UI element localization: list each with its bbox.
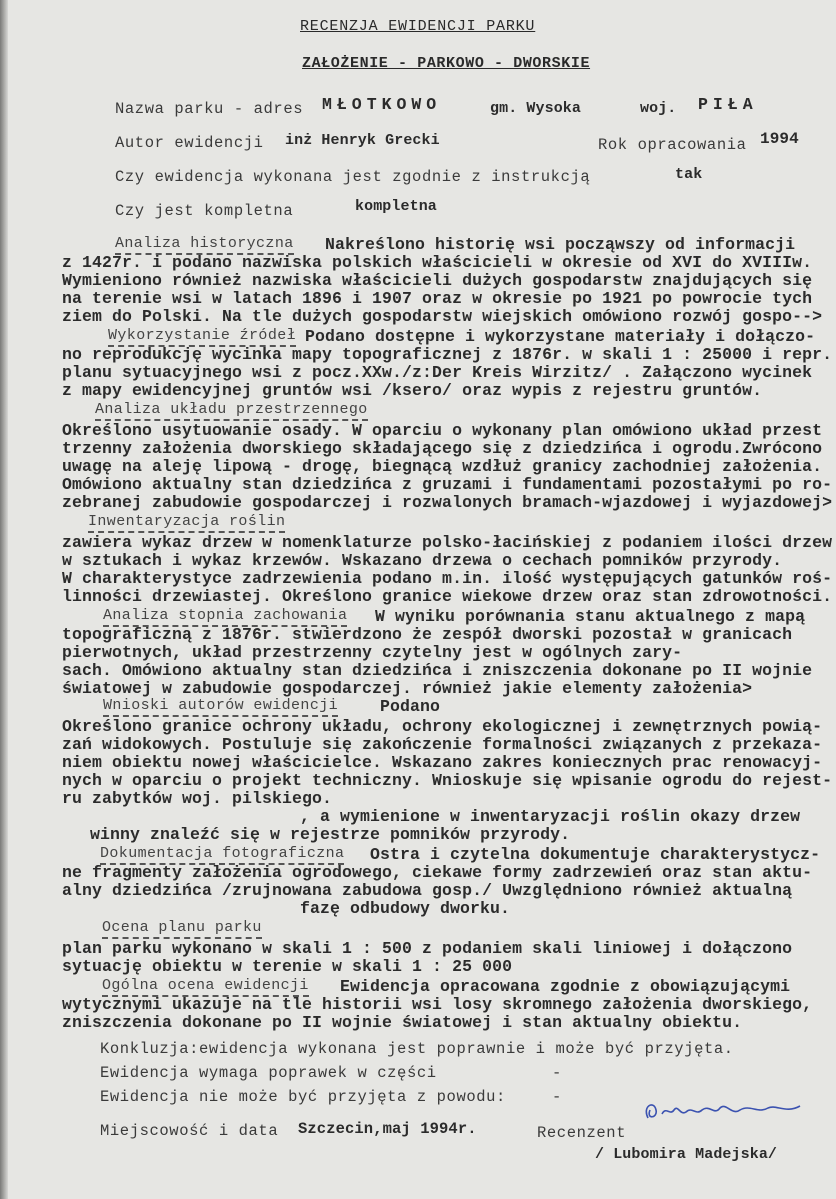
section-heading: Ocena planu parku	[102, 920, 262, 939]
woj-value: PIŁA	[698, 95, 758, 114]
reviewer-signature	[640, 1096, 810, 1124]
section-heading: Wykorzystanie źródeł	[108, 328, 296, 347]
section-heading: Wnioski autorów ewidencji	[103, 698, 338, 717]
complete-answer: kompletna	[355, 198, 437, 215]
section-text-line: Wymieniono również nazwiska właścicieli dużych gospodarstw znajdujących się	[62, 271, 813, 290]
author-value: inż Henryk Grecki	[285, 132, 440, 149]
reviewer-label: Recenzent	[537, 1124, 627, 1142]
section-text-line: W charakterystyce zadrzewienia podano m.in. ilość występujących gatunków roś-	[62, 569, 833, 588]
section-text-line: , a wymienione w inwentaryzacji roślin okazy drzew	[300, 807, 801, 826]
park-label: Nazwa parku - adres	[115, 100, 304, 118]
conclusion-needs-fixes-value: -	[552, 1064, 562, 1082]
section-text-line: wytycznymi ukazuje na tle historii wsi losy skromnego założenia dworskiego,	[62, 995, 813, 1014]
section-text-line: nych w oparciu o projekt techniczny. Wnioskuje się wpisanie ogrodu do rejest-	[62, 771, 833, 790]
section-text-line: Ewidencja opracowana zgodnie z obowiązującymi	[340, 977, 791, 996]
section-text-line: ziem do Polski. Na tle dużych gospodarstw wiejskich omówiono rozwój gospo-->	[62, 307, 823, 326]
section-heading: Inwentaryzacja roślin	[88, 514, 285, 533]
section-text-line: światowej w zabudowie gospodarczej. również jakie elementy założenia>	[62, 679, 753, 698]
section-heading: Dokumentacja fotograficzna	[100, 846, 344, 865]
gmina: gm. Wysoka	[490, 100, 582, 117]
section-text-line: ne fragmenty założenia ogrodowego, ciekawe formy zadrzewień oraz stan aktu-	[62, 863, 813, 882]
section-heading: Ogólna ocena ewidencji	[102, 978, 309, 997]
year-label: Rok opracowania	[598, 136, 747, 154]
place-date: Szczecin,maj 1994r.	[298, 1120, 477, 1138]
section-text-line: winny znaleźć się w rejestrze pomników przyrody.	[90, 825, 571, 844]
section-text-line: na terenie wsi w latach 1896 i 1907 oraz w okresie po 1921 po powrocie tych	[62, 289, 813, 308]
section-text-line: Nakreślono historię wsi począwszy od informacji	[325, 235, 796, 254]
page-edge	[0, 0, 8, 1199]
section-text-line: Ostra i czytelna dokumentuje charakterystycz-	[370, 845, 821, 864]
section-text-line: Podano dostępne i wykorzystane materiały i dołączo-	[305, 327, 816, 346]
section-text-line: trzenny założenia dworskiego składającego się z dziedzińca i ogrodu.Zwrócono	[62, 439, 823, 458]
document-subtitle: ZAŁOŻENIE - PARKOWO - DWORSKIE	[302, 55, 591, 72]
section-text-line: zniszczenia dokonane po II wojnie światowej i stan aktualny obiektu.	[62, 1013, 743, 1032]
instruction-question: Czy ewidencja wykonana jest zgodnie z instrukcją	[115, 168, 591, 186]
section-text-line: plan parku wykonano w skali 1 : 500 z podaniem skali liniowej i dołączono	[62, 939, 793, 958]
woj-label: woj.	[640, 100, 677, 117]
section-text-line: Omówiono aktualny stan dziedzińca z gruzami i fundamentami pozostałymi po ro-	[62, 475, 833, 494]
section-text-line: Określono granice ochrony układu, ochrony ekologicznej i zewnętrznych powią-	[62, 717, 823, 736]
section-text-line: ru zabytków woj. pilskiego.	[62, 789, 333, 808]
section-text-line: no reprodukcję wycinka mapy topograficznej z 1876r. w skali 1 : 25000 i repr.	[62, 345, 833, 364]
conclusion-rejected-value: -	[552, 1088, 562, 1106]
instruction-answer: tak	[675, 166, 703, 183]
conclusion-accepted: Konkluzja:ewidencja wykonana jest poprawnie i może być przyjęta.	[100, 1040, 734, 1058]
conclusion-rejected: Ewidencja nie może być przyjęta z powodu:	[100, 1088, 506, 1106]
section-text-line: Określono usytuowanie osady. W oparciu o wykonany plan omówiono układ przest	[62, 421, 823, 440]
conclusion-needs-fixes: Ewidencja wymaga poprawek w części	[100, 1064, 437, 1082]
section-heading: Analiza stopnia zachowania	[103, 608, 347, 627]
section-text-line: planu sytuacyjnego wsi z pocz.XXw./z:Der Kreis Wirzitz/ . Załączono wycinek	[62, 363, 813, 382]
year-value: 1994	[760, 130, 799, 148]
section-text-line: z mapy ewidencyjnej gruntów wsi /ksero/ oraz wypis z rejestru gruntów.	[62, 381, 763, 400]
section-text-line: fazę odbudowy dworku.	[300, 899, 511, 918]
complete-question: Czy jest kompletna	[115, 202, 294, 220]
section-text-line: sytuację obiektu w terenie w skali 1 : 25 000	[62, 957, 513, 976]
section-text-line: zań widokowych. Postuluje się zakończenie formalności związanych z przekaza-	[62, 735, 823, 754]
section-text-line: zebranej zabudowie gospodarczej i rozwalonych bramach-wjazdowej i wyjazdowej>	[62, 493, 833, 512]
section-text-line: W wyniku porównania stanu aktualnego z mapą	[375, 607, 806, 626]
section-heading: Analiza historyczna	[115, 236, 294, 255]
section-text-line: niem obiektu nowej właścicielce. Wskazano zakres koniecznych prac renowacyj-	[62, 753, 823, 772]
author-label: Autor ewidencji	[115, 134, 264, 152]
section-text-line: topograficzną z 1876r. stwierdzono że zespół dworski pozostał w granicach	[62, 625, 793, 644]
document-title: RECENZJA EWIDENCJI PARKU	[300, 18, 536, 35]
section-text-line: alny dziedzińca /zrujnowana zabudowa gosp./ Uwzględniono również aktualną	[62, 881, 793, 900]
section-text-line: Podano	[380, 697, 441, 716]
section-text-line: w sztukach i wykaz krzewów. Wskazano drzewa o cechach pomników przyrody.	[62, 551, 783, 570]
section-text-line: sach. Omówiono aktualny stan dziedzińca i zniszczenia dokonane po II wojnie	[62, 661, 813, 680]
reviewer-name: / Lubomira Madejska/	[595, 1146, 778, 1163]
section-heading: Analiza układu przestrzennego	[95, 402, 368, 421]
park-name: MŁOTKOWO	[322, 95, 442, 114]
section-text-line: z 1427r. i podano nazwiska polskich właścicieli w okresie od XVI do XVIIIw.	[62, 253, 813, 272]
section-text-line: uwagę na aleję lipową - drogę, biegnącą wzdłuż granicy zachodniej założenia.	[62, 457, 823, 476]
section-text-line: linności drzewiastej. Określono granice wiekowe drzew oraz stan zdrowotności.	[62, 587, 833, 606]
section-text-line: zawiera wykaz drzew w nomenklaturze polsko-łacińskiej z podaniem ilości drzew	[62, 533, 833, 552]
place-date-label: Miejscowość i data	[100, 1122, 279, 1140]
section-text-line: pierwotnych, układ przestrzenny czytelny jest w ogólnych zary-	[62, 643, 683, 662]
